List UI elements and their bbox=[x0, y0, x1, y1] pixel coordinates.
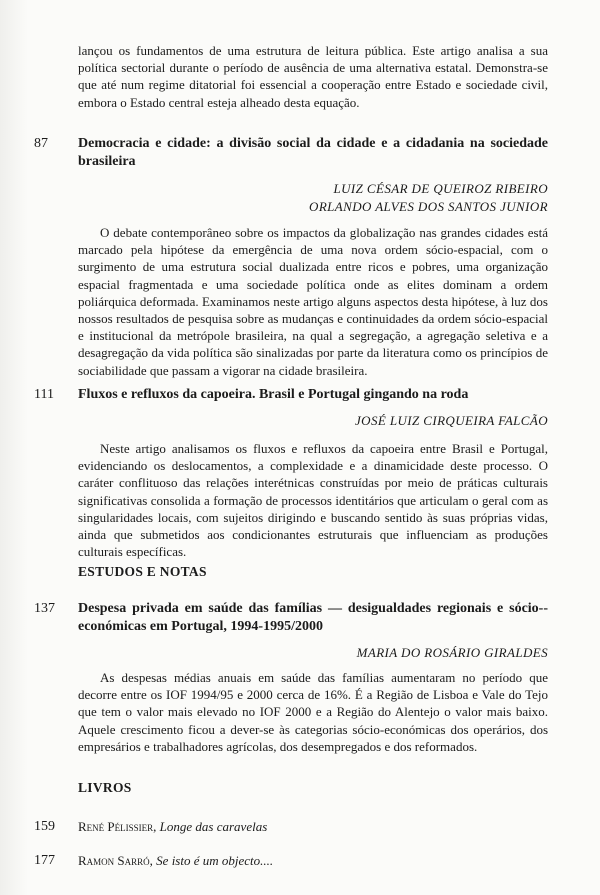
book-page-number: 177 bbox=[34, 853, 55, 868]
section-heading-estudos: ESTUDOS E NOTAS bbox=[78, 564, 207, 579]
book-page-number: 159 bbox=[34, 819, 55, 834]
section-heading-livros: LIVROS bbox=[78, 780, 132, 795]
book-author: René Pélissier bbox=[78, 819, 154, 834]
article-abstract: Neste artigo analisamos os fluxos e refluxos da capoeira entre Brasil e Portugal, evidenciando os deslocamentos, a complexidade e a dinamicidade deste processo. O caráter conflituoso das relações interétnicas construídas por meio de práticas culturais significativas consolida a formação de processos identitários que articulam o geral com as singularidades locais, com sujeitos dirigindo e buscando sentido às suas próprias vidas, ainda que submetidos aos condicionantes estruturais que influenciam as produções culturais específicas. bbox=[78, 441, 548, 560]
intro-paragraph: lançou os fundamentos de uma estrutura de leitura pública. Este artigo analisa a sua política sectorial durante o período de ausência de uma alternativa estatal. Demonstra-se que até num regime ditatorial foi essencial a cooperação entre Estado e sociedade civil, embora o Estado central esteja alheado desta equação. bbox=[78, 43, 548, 110]
article-author: LUIZ CÉSAR DE QUEIROZ RIBEIRO bbox=[333, 181, 548, 196]
book-title: Longe das caravelas bbox=[159, 819, 268, 834]
book-entry: Ramon Sarró, Se isto é um objecto.... bbox=[78, 853, 274, 868]
article-title: Fluxos e refluxos da capoeira. Brasil e Portugal gingando na roda bbox=[78, 387, 469, 402]
article-author: ORLANDO ALVES DOS SANTOS JUNIOR bbox=[309, 199, 548, 214]
article-title: Despesa privada em saúde das famílias — desigualdades regionais e sócio--económicas em Portugal, 1994-1995/2000 bbox=[78, 601, 548, 634]
book-title: Se isto é um objecto.... bbox=[156, 853, 274, 868]
book-entry: René Pélissier, Longe das caravelas bbox=[78, 819, 268, 834]
page-gutter-shadow bbox=[0, 0, 28, 895]
book-author: Ramon Sarró bbox=[78, 853, 150, 868]
article-page-number: 87 bbox=[34, 136, 48, 151]
article-author: MARIA DO ROSÁRIO GIRALDES bbox=[356, 645, 548, 660]
article-title: Democracia e cidade: a divisão social da cidade e a cidadania na sociedade brasileira bbox=[78, 136, 548, 169]
article-page-number: 111 bbox=[34, 387, 54, 402]
article-author: JOSÉ LUIZ CIRQUEIRA FALCÃO bbox=[355, 413, 548, 428]
article-abstract: As despesas médias anuais em saúde das famílias aumentaram no período que decorre entre os IOF 1994/95 e 2000 cerca de 16%. É a Região de Lisboa e Vale do Tejo que tem o valor mais elevado no IOF 2000 e a Região do Alentejo o valor mais baixo. Aquele crescimento ficou a dever-se às categorias sócio-económicas dos operários, dos empresários e trabalhadores agrícolas, dos desempregados e dos reformados. bbox=[78, 670, 548, 754]
article-abstract: O debate contemporâneo sobre os impactos da globalização nas grandes cidades está marcado pela hipótese da emergência de uma nova ordem sócio-espacial, com o surgimento de uma estrutura social dualizada entre ricos e pobres, uma organização espacial fragmentada e uma sociedade política onde as elites dominam a ordem poliárquica deformada. Examinamos neste artigo alguns aspectos desta hipótese, à luz dos nossos resultados de pesquisa sobre as mudanças e continuidades da ordem sócio-espacial e institucional da metrópole brasileira, na qual a segregação, a agregação seletiva e a desagregação da vida política são sinalizadas por parte da literatura como os princípios de sociabilidade que passam a vigorar na cidade brasileira. bbox=[78, 225, 548, 378]
article-page-number: 137 bbox=[34, 601, 55, 616]
